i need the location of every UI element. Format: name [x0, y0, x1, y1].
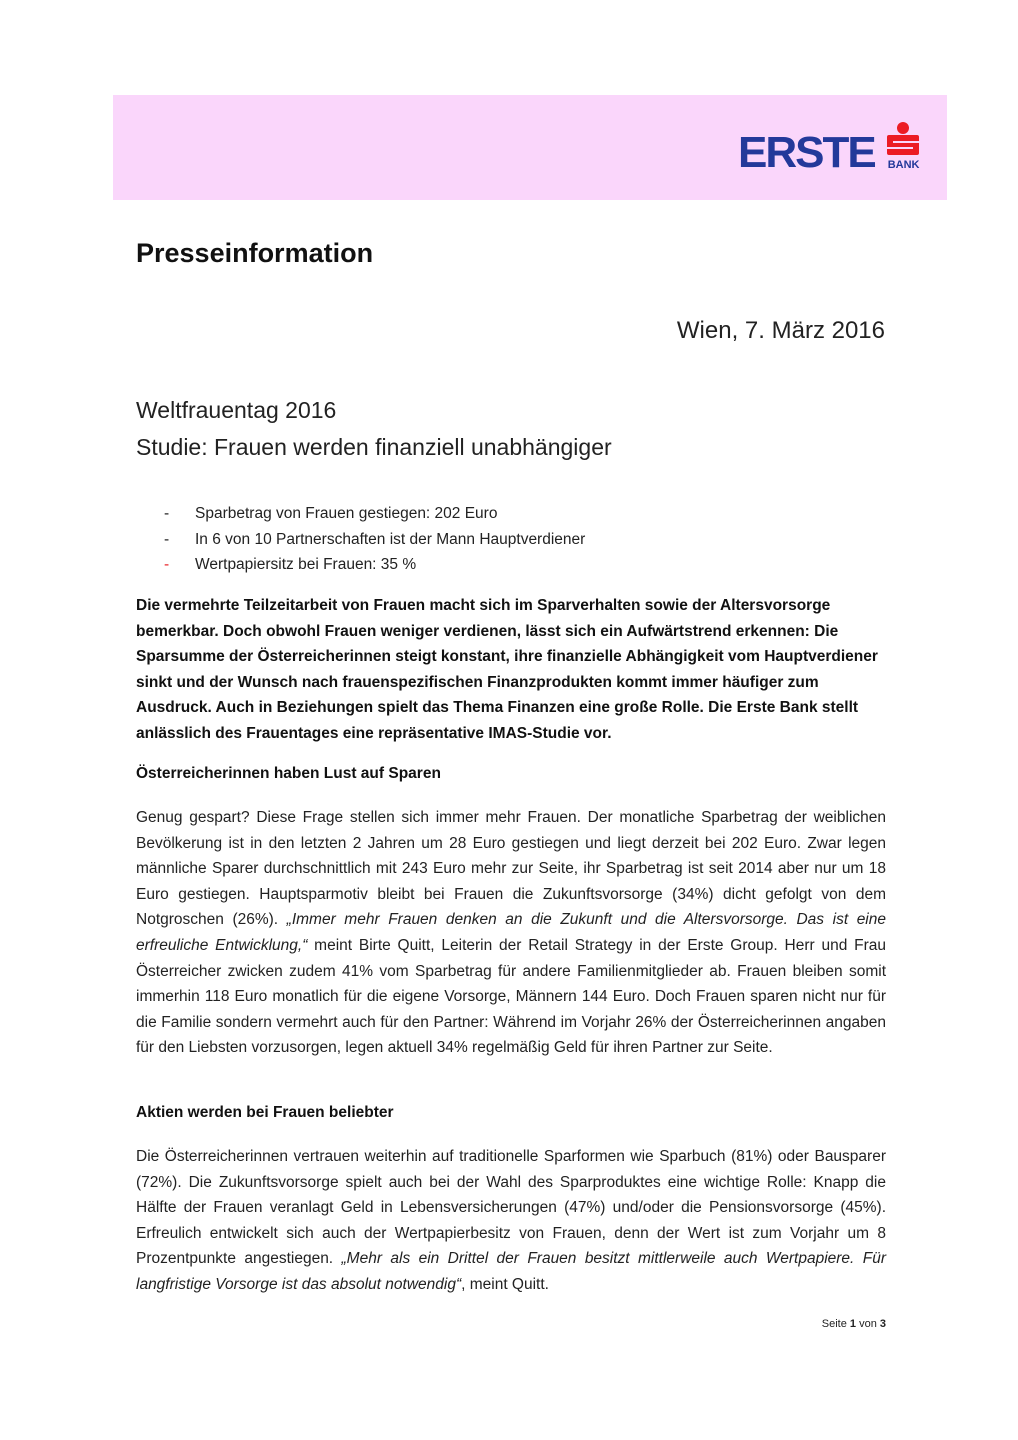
list-item	[136, 501, 585, 527]
list-item	[136, 552, 585, 578]
headline	[136, 392, 612, 466]
sparkasse-s-icon	[883, 122, 923, 182]
paragraph-text: Genug gespart? Diese Frage stellen sich immer mehr Frauen. Der monatliche Sparbetrag der weiblichen Bevölkerung ist in den letzten 2 Jahren um 28 Euro gestiegen und liegt derzeit bei 202 Euro. Zwar legen männliche Sparer durchschnittlich mit 243 Euro mehr zur Seite, ihr Sparbetrag ist seit 2014 aber nur um 18 Euro gestiegen. Hauptsparmotiv bleibt bei Frauen die Zukunftsvorsorge (34%) dicht gefolgt von dem Notgroschen (26%).	[136, 809, 886, 929]
section-heading: Österreicherinnen haben Lust auf Sparen	[136, 765, 441, 782]
bullet-dash: -	[164, 530, 170, 548]
body-paragraph	[136, 1144, 886, 1298]
page-number	[822, 1318, 886, 1330]
current-page: 1	[849, 1318, 857, 1330]
bullet-text: Sparbetrag von Frauen gestiegen: 202 Euro	[195, 505, 498, 522]
logo-dot	[897, 122, 909, 134]
paragraph-text: , meint Quitt.	[461, 1275, 549, 1293]
key-facts-list	[136, 501, 585, 578]
section-heading: Aktien werden bei Frauen beliebter	[136, 1104, 394, 1121]
paragraph-text: Die Österreicherinnen vertrauen weiterhin auf traditionelle Sparformen wie Sparbuch (81%) oder Bausparer (72%). Die Zukunftsvorsorge spielt auch bei der Wahl des Sparproduktes eine wichtige Rolle: Knapp die Hälfte der Frauen veranlagt Geld in Lebensversicherungen (47%) und/oder die Pensionsvorsorge (45%). Erfreulich entwickelt sich auch der Wertpapierbesitz von Frauen, denn der Wert ist zum Vorjahr um 8 Prozentpunkte angestiegen.	[136, 1148, 886, 1268]
list-item	[136, 527, 585, 553]
bullet-text: In 6 von 10 Partnerschaften ist der Mann Hauptverdiener	[195, 530, 586, 548]
bullet-dash: -	[164, 556, 170, 573]
dateline: Wien, 7. März 2016	[676, 317, 885, 344]
bullet-text: Wertpapiersitz bei Frauen: 35 %	[195, 556, 417, 573]
logo-bank-label: BANK	[887, 159, 920, 171]
page-prefix: Seite	[821, 1318, 850, 1330]
body-paragraph	[136, 805, 886, 1061]
erste-bank-logo	[738, 122, 923, 182]
quote-text: „Immer mehr Frauen denken an die Zukunft und die Altersvorsorge. Das ist eine erfreuliche Entwicklung,“	[136, 911, 886, 954]
headline-line-2: Studie: Frauen werden finanziell unabhängiger	[136, 434, 612, 460]
page-separator: von	[856, 1318, 880, 1330]
bullet-dash: -	[164, 505, 170, 522]
quote-text: „Mehr als ein Drittel der Frauen besitzt mittlerweile auch Wertpapiere. Für langfristige Vorsorge ist das absolut notwendig“	[136, 1250, 887, 1293]
total-pages: 3	[879, 1318, 886, 1330]
logo-s-shape	[887, 135, 919, 155]
lead-paragraph: Die vermehrte Teilzeitarbeit von Frauen macht sich im Sparverhalten sowie der Altersvorsorge bemerkbar. Doch obwohl Frauen weniger verdienen, lässt sich ein Aufwärtstrend erkennen: Die Sparsumme der Österreicherinnen steigt konstant, ihre finanzielle Abhängigkeit vom Hauptverdiener sinkt und der Wunsch nach frauenspezifischen Finanzprodukten kommt immer häufiger zum Ausdruck. Auch in Beziehungen spielt das Thema Finanzen eine große Rolle. Die Erste Bank stellt anlässlich des Frauentages eine repräsentative IMAS-Studie vor.	[136, 597, 878, 742]
logo-wordmark: ERSTE	[738, 128, 875, 177]
document-title: Presseinformation	[136, 238, 374, 268]
paragraph-text: meint Birte Quitt, Leiterin der Retail Strategy in der Erste Group. Herr und Frau Österreicher zwicken zudem 41% vom Sparbetrag für andere Familienmitglieder ab. Frauen bleiben somit immerhin 118 Euro monatlich für die eigene Vorsorge, Männern 144 Euro. Doch Frauen sparen nicht nur für die Familie sondern vermehrt auch für den Partner: Während im Vorjahr 26% der Österreicherinnen angaben für den Liebsten vorzusorgen, legen aktuell 34% regelmäßig Geld für ihren Partner zur Seite.	[136, 936, 886, 1057]
headline-line-1: Weltfrauentag 2016	[136, 397, 337, 423]
